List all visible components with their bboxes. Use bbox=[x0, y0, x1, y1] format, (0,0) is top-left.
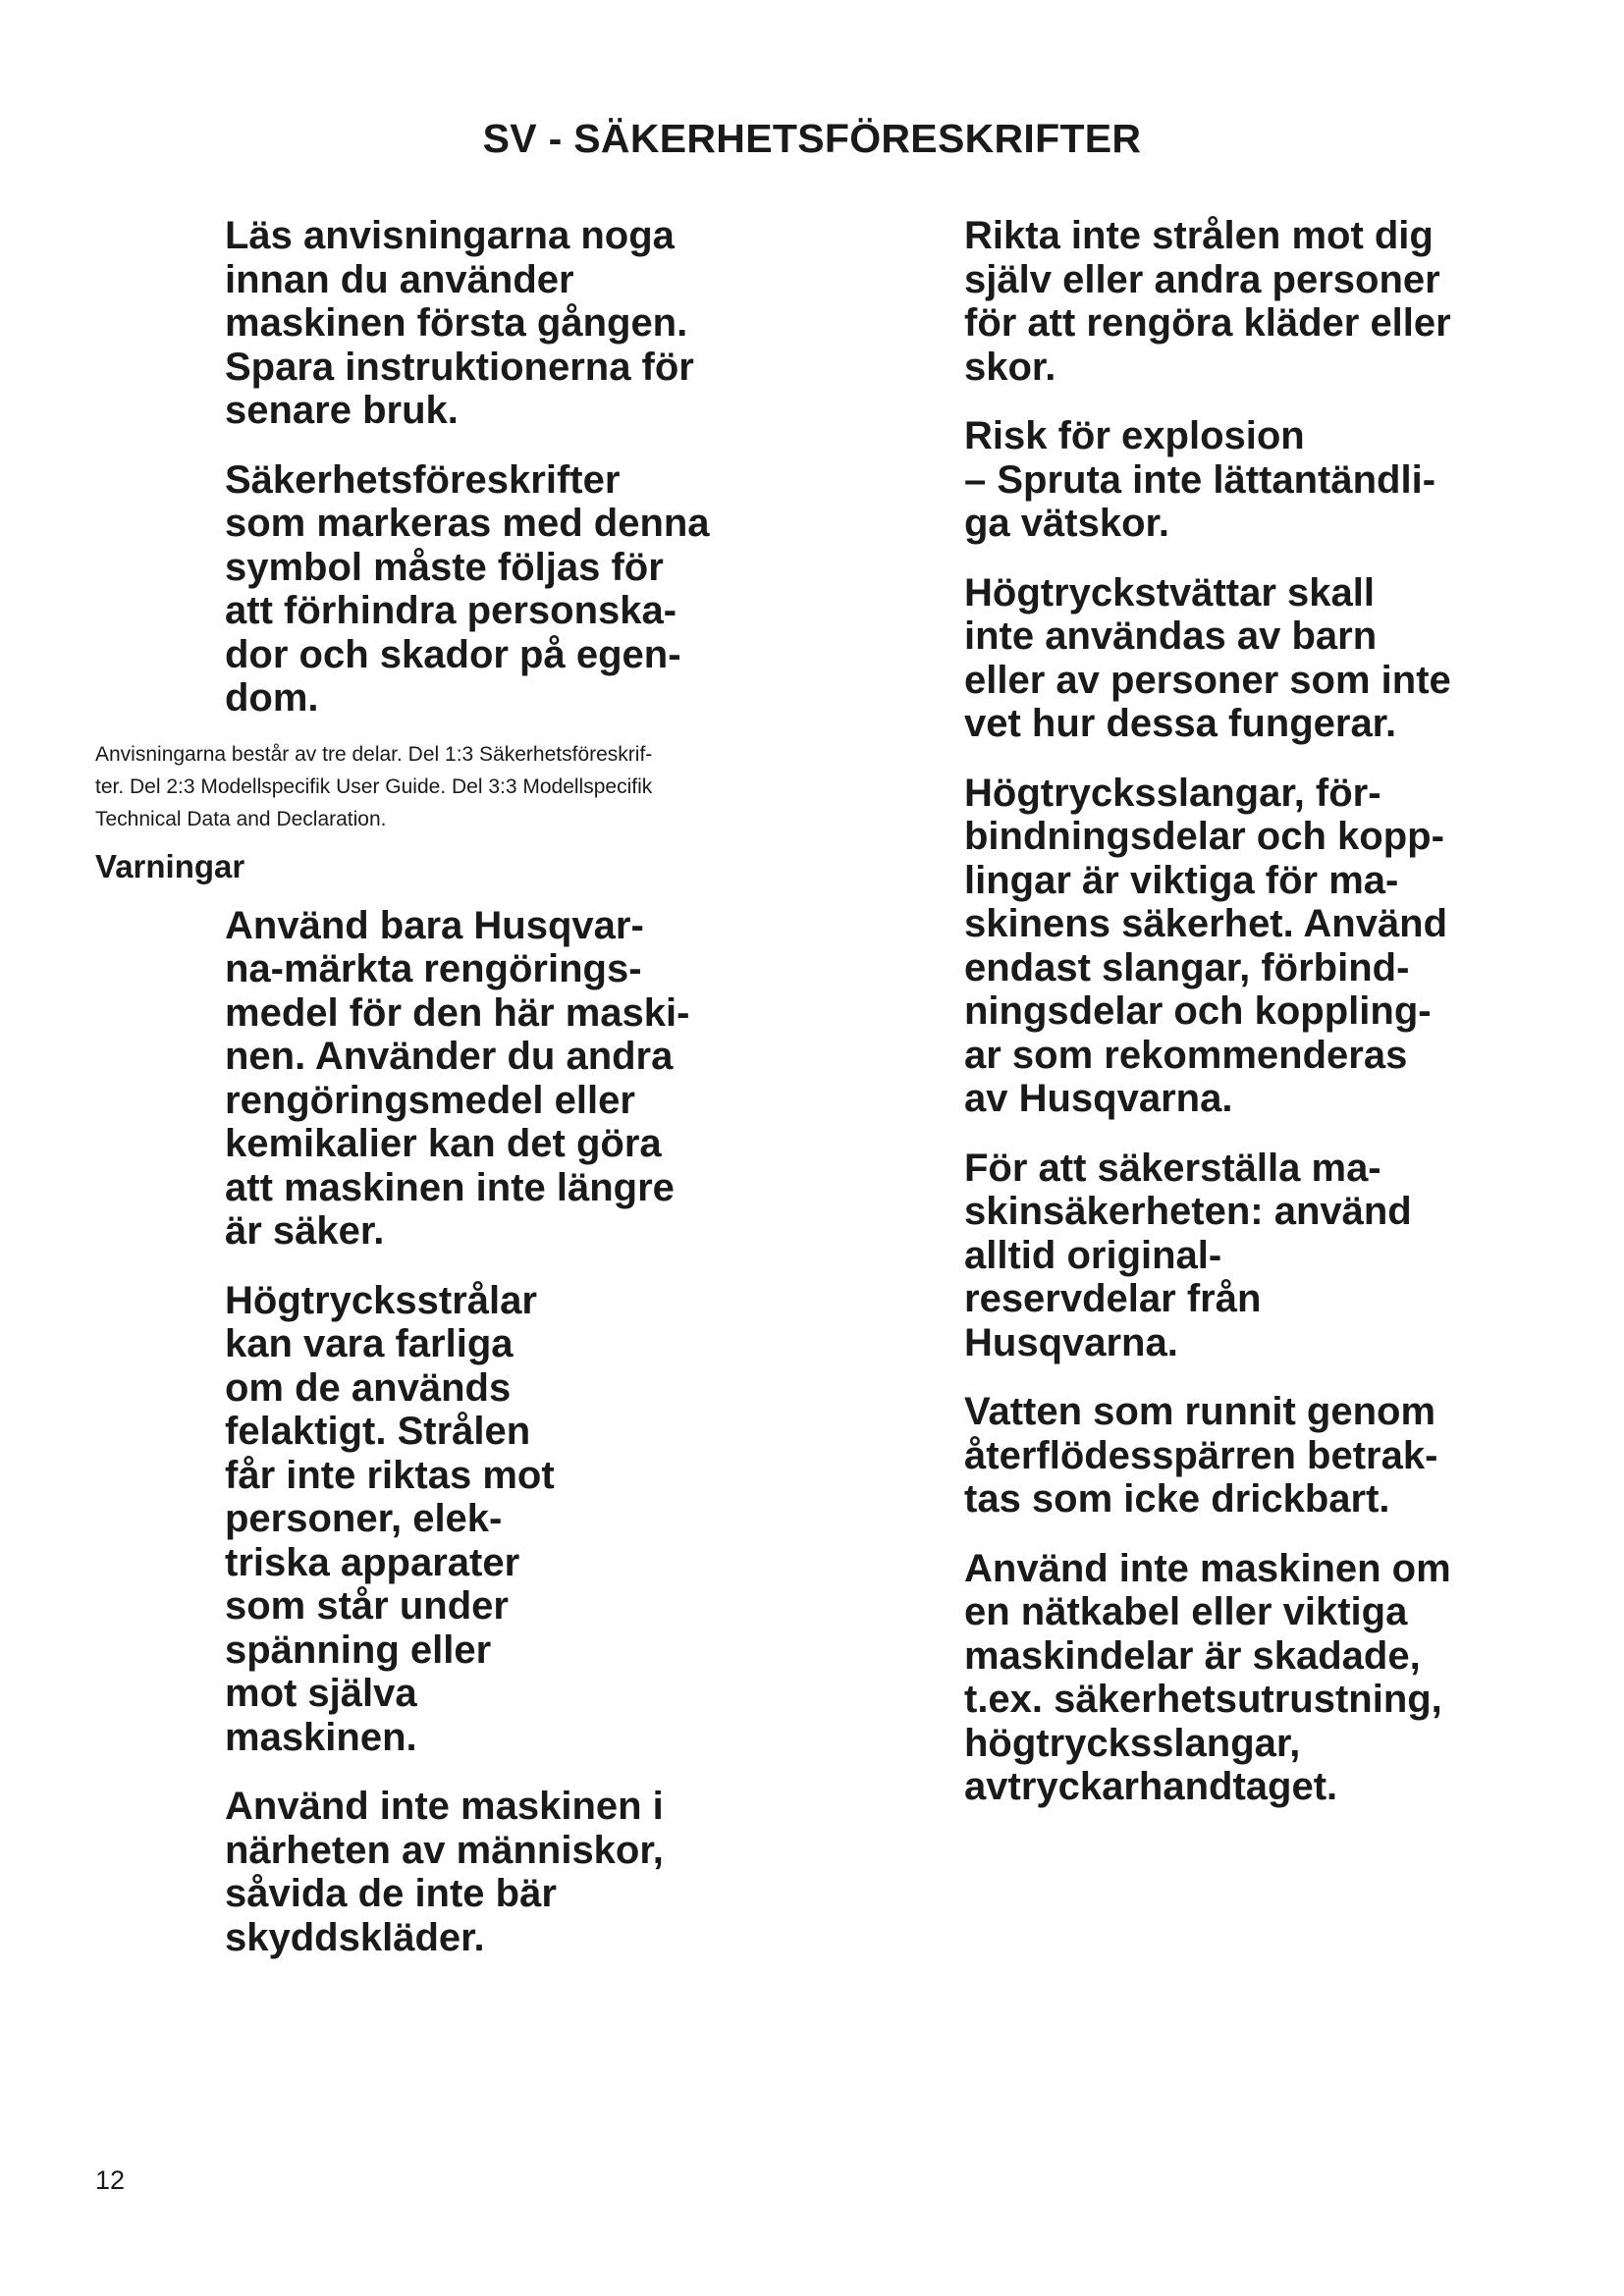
warning-paragraph: Högtryckstvättar skall inte användas av barn eller av personer som inte vet hur dessa fungerar. bbox=[964, 570, 1451, 745]
section-heading-warnings: Varningar bbox=[95, 847, 245, 884]
warning-paragraph: Använd inte maskinen i närheten av människor, såvida de inte bär skyddskläder. bbox=[225, 1785, 664, 1959]
page-number: 12 bbox=[95, 2165, 126, 2195]
intro-paragraph: Säkerhetsföreskrifter som markeras med denna symbol måste följas för att förhindra personska- dor och skador på egen- dom. bbox=[225, 457, 710, 720]
page-title: SV - SÄKERHETSFÖRESKRIFTER bbox=[482, 116, 1142, 161]
right-column bbox=[964, 214, 1534, 1835]
left-column bbox=[95, 214, 802, 1985]
warning-paragraph: Använd bara Husqvar- na-märkta rengörings- medel för den här maski- nen. Använder du andra rengöringsmedel eller kemikalier kan det göra att maskinen inte längre är säker. bbox=[225, 903, 690, 1253]
warning-paragraph: Rikta inte strålen mot dig själv eller andra personer för att rengöra kläder eller skor. bbox=[964, 214, 1451, 389]
warning-paragraph: Vatten som runnit genom återflödesspärren betrak- tas som icke drickbart. bbox=[964, 1390, 1438, 1521]
warning-paragraph: För att säkerställa ma- skinsäkerheten: använd alltid original- reservdelar från Husqvarna. bbox=[964, 1146, 1412, 1364]
warning-paragraph: Högtrycksstrålar kan vara farliga om de används felaktigt. Strålen får inte riktas mot personer, elek- triska apparater som står under spänning eller mot själva maskinen. bbox=[225, 1278, 555, 1759]
intro-paragraph: Läs anvisningarna noga innan du använder maskinen första gången. Spara instruktionerna för senare bruk. bbox=[225, 214, 694, 432]
warning-paragraph: Högtrycksslangar, för- bindningsdelar och kopp- lingar är viktiga för ma- skinens säkerhet. Använd endast slangar, förbind- ningsdelar och koppling- ar som rekommenderas av Husqvarna. bbox=[964, 771, 1448, 1120]
document-parts-note: Anvisningarna består av tre delar. Del 1:3 Säkerhetsföreskrif- ter. Del 2:3 Modellspecifik User Guide. Del 3:3 Modellspecifik Technical Data and Declaration. bbox=[95, 742, 653, 830]
warning-paragraph: Använd inte maskinen om en nätkabel eller viktiga maskindelar är skadade, t.ex. säkerhetsutrustning, högtrycksslangar, avtryckarhandtaget. bbox=[964, 1546, 1451, 1808]
warning-paragraph: Risk för explosion – Spruta inte lättantändli- ga vätskor. bbox=[964, 414, 1436, 545]
